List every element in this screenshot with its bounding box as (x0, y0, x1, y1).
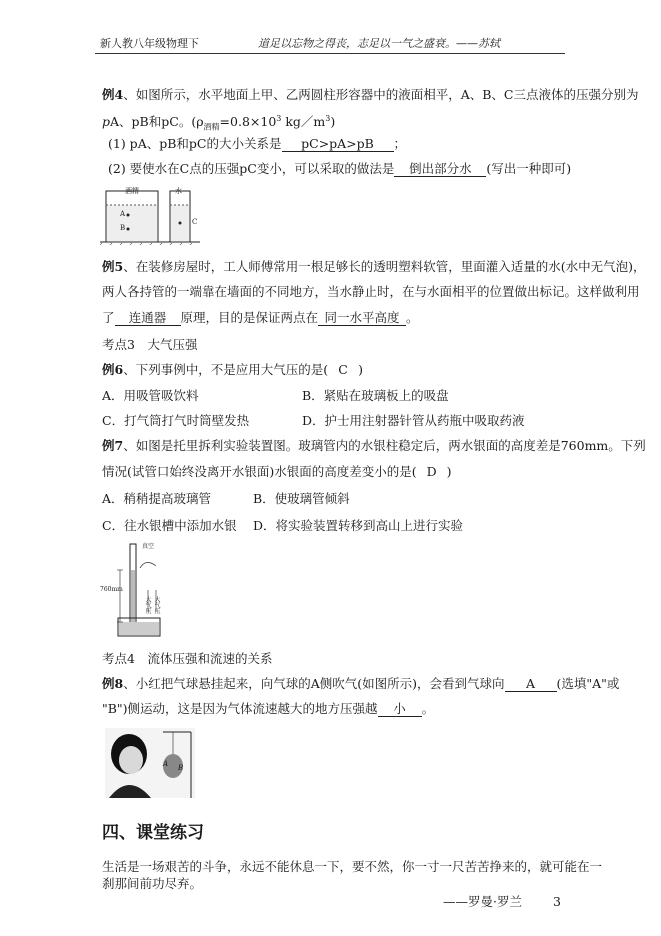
fig4-label-b: B (120, 224, 126, 232)
ex5-line1: 例5、在装修房屋时，工人师傅常用一根足够长的透明塑料软管，里面灌入适量的水(水中无气泡)， (102, 259, 646, 274)
ex4-label: 例4 (102, 87, 124, 102)
ex6-option-d: D．护士用注射器针管从药瓶中吸取药液 (302, 413, 525, 428)
ex7-line2: 情况(试管口始终没离开水银面)水银面的高度差变小的是( D ) (102, 464, 452, 479)
ex6-option-c: C．打气筒打气时筒壁发热 (102, 413, 250, 428)
ex4-q1: (1) pA、pB和pC的大小关系是 pC>pA>pB ； (108, 136, 407, 151)
kp4-heading: 考点4 流体压强和流速的关系 (102, 651, 273, 666)
fig4-label-a: A (120, 210, 126, 218)
balloon-figure (105, 728, 195, 798)
ex6-stem: 例6、下列事例中，不是应用大气压的是( C ) (102, 362, 363, 377)
ex7-option-c: C．往水银槽中添加水银 (102, 518, 237, 533)
ex5-answer2: 同一水平高度 (318, 310, 406, 326)
section-heading: 四、课堂练习 (102, 823, 204, 843)
ex7-label: 例7 (102, 438, 124, 453)
ex6-label: 例6 (102, 362, 124, 377)
ex7-option-a: A．稍稍提高玻璃管 (102, 491, 212, 506)
page-number: 3 (553, 894, 561, 909)
ex4-q1-answer: pC>pA>pB (282, 136, 394, 152)
ex5-line3: 了 连通器 原理，目的是保证两点在 同一水平高度 。 (102, 310, 419, 325)
ex4-container-figure (100, 185, 210, 245)
ex7-answer: D (426, 464, 437, 479)
ex6-option-b: B．紧贴在玻璃板上的吸盘 (302, 388, 449, 403)
quote-author: ——罗曼·罗兰 (443, 894, 522, 909)
fig8-label-b: B (178, 764, 184, 772)
fig8-label-a: A (163, 760, 169, 768)
fig7-label-pressure-1: 大气压 (144, 596, 151, 614)
fig4-label-water: 水 (175, 187, 182, 195)
ex5-answer1: 连通器 (115, 310, 181, 326)
ex4-line2: pA、pB和pC。($\rho_{酒精}=0.8\times 10^3$ $kg/m^3$) (102, 114, 336, 132)
fig7-label-height: 760mm (100, 586, 123, 593)
ex4-q2-answer: 倒出部分水 (394, 161, 486, 177)
quote-line2: 刹那间前功尽弃。 (102, 876, 203, 891)
header-divider (95, 53, 565, 54)
ex8-label: 例8 (102, 676, 124, 691)
fig4-label-c: C (192, 218, 198, 226)
ex5-label: 例5 (102, 259, 124, 274)
ex7-line1: 例7、如图是托里拆利实验装置图。玻璃管内的水银柱稳定后，两水银面的高度差是760mm。下列 (102, 438, 646, 453)
ex8-answer2: 小 (378, 701, 422, 717)
ex7-option-b: B．使玻璃管倾斜 (253, 491, 350, 506)
ex8-answer1: A (505, 676, 557, 692)
header-right: 道足以忘物之得丧，志足以一气之盛衰。——苏轼 (258, 37, 500, 50)
kp3-heading: 考点3 大气压强 (102, 337, 198, 352)
ex4-q2: (2) 要使水在C点的压强pC变小，可以采取的做法是 倒出部分水 (写出一种即可) (108, 161, 572, 176)
header-left: 新人教八年级物理下 (100, 37, 199, 50)
ex4-line1: 例4、如图所示，水平地面上甲、乙两圆柱形容器中的液面相平，A、B、C三点液体的压强分别为 (102, 87, 639, 102)
ex6-option-a: A．用吸管吸饮料 (102, 388, 199, 403)
ex5-line2: 两人各持管的一端靠在墙面的不同地方，当水静止时，在与水面相平的位置做出标记。这样做利用 (102, 284, 640, 299)
fig7-label-vacuum: 真空 (142, 543, 155, 550)
ex6-answer: C (338, 362, 348, 377)
fig7-label-pressure-2: 大气压 (153, 596, 160, 614)
ex8-line2: "B")侧运动，这是因为气体流速越大的地方压强越 小 。 (102, 701, 435, 716)
fig4-label-alcohol: 酒精 (125, 187, 139, 195)
ex8-line1: 例8、小红把气球悬挂起来，向气球的A侧吹气(如图所示)，会看到气球向 A (选填"A"或 (102, 676, 620, 691)
ex7-option-d: D．将实验装置转移到高山上进行实验 (253, 518, 464, 533)
quote-line1: 生活是一场艰苦的斗争，永远不能休息一下，要不然，你一寸一尺苦苦挣来的，就可能在一 (102, 859, 603, 874)
